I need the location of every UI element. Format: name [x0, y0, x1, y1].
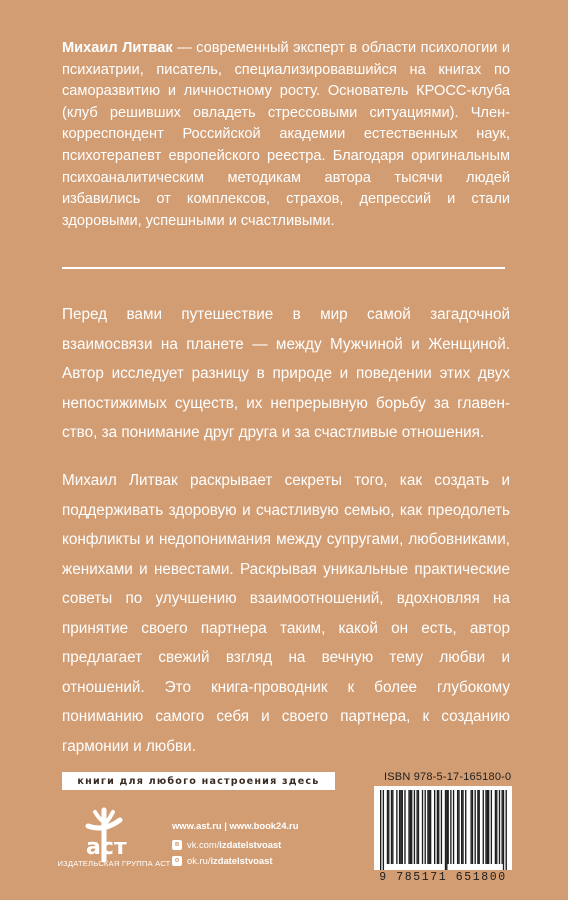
barcode-bar [499, 790, 500, 864]
barcode-bar [445, 790, 446, 870]
barcode-bar [380, 790, 381, 870]
ok-link[interactable] [172, 855, 272, 866]
barcode-bar [430, 790, 431, 864]
odnoklassniki-icon: о [172, 856, 182, 866]
ok-handle: izdatelstvoast [210, 855, 273, 866]
barcode-bar [470, 790, 471, 864]
barcode-bar [495, 790, 496, 864]
barcode-bar [441, 790, 442, 864]
barcode-bar [388, 790, 389, 864]
author-name: Михаил Литвак [62, 40, 173, 56]
isbn-label: ISBN 978-5-17-165180-0 [384, 771, 512, 783]
barcode-bar [434, 790, 435, 864]
barcode-bar [418, 790, 419, 864]
description-paragraph-1: Перед вами путешествие в мир самой загадочной взаимосвязи на планете — между Мужчиной и Женщиной. Автор исследует разницу в природе и поведении этих двух непостижимых существ, их непрерывную борьбу за главенство, за понимание друг друга и за счастливые отношения. [62, 306, 510, 441]
barcode-bar [488, 790, 489, 864]
barcode-bar [427, 790, 428, 864]
tagline-band: книги для любого настроения здесь [62, 772, 335, 790]
author-bio [62, 38, 510, 232]
ok-prefix: ok.ru/ [187, 855, 211, 866]
barcode-bar [400, 790, 401, 864]
section-divider [62, 267, 505, 269]
barcode-bar [458, 790, 459, 864]
barcode-bar [491, 790, 492, 864]
barcode-bar [391, 790, 392, 864]
barcode-bar [503, 790, 504, 870]
barcode-bar [414, 790, 415, 864]
barcode-bar [425, 790, 426, 864]
barcode-bar [402, 790, 403, 864]
barcode-bar [438, 790, 439, 864]
barcode-bar [387, 790, 388, 864]
barcode-bar [416, 790, 417, 864]
barcode-bar [487, 790, 488, 864]
barcode-bar [404, 790, 405, 864]
barcode-bar [479, 790, 480, 864]
barcode-bar [496, 790, 497, 864]
vk-handle: izdatelstvoast [219, 839, 282, 850]
barcode-icon [374, 786, 512, 870]
author-bio-text: — современный эксперт в области психологии и психиатрии, писатель, специализировавшийся на книгах по саморазвитию и личностному росту. Основатель КРОСС-клуба (клуб решивших овладеть стрессовыми ситуациями). Член-корреспондент Российской академии естественных наук, психотерапевт европейского реестра. Благодаря оригинальным психоаналитическим методикам автора тысячи людей избавились от комплексов, страхов, депрессий и стали здоровыми, успешными и счастливыми. [62, 40, 510, 229]
publisher-name: ИЗДАТЕЛЬСКАЯ ГРУППА АСТ [57, 859, 171, 868]
barcode-digits: 9 785171 651800 [379, 871, 507, 884]
vk-icon: в [172, 840, 182, 850]
isbn-barcode [374, 786, 512, 870]
barcode-bar [408, 790, 409, 864]
barcode-bar [437, 790, 438, 864]
barcode-bar [411, 790, 412, 864]
barcode-bar [448, 790, 449, 864]
vk-link[interactable] [172, 839, 281, 850]
barcode-bar [383, 790, 384, 870]
barcode-bar [422, 790, 423, 864]
barcode-bar [477, 790, 478, 864]
barcode-bar [453, 790, 454, 864]
barcode-bar [475, 790, 476, 864]
barcode-bar [506, 790, 507, 870]
barcode-bar [392, 790, 393, 864]
barcode-bar [485, 790, 486, 864]
barcode-bar [429, 790, 430, 864]
barcode-bar [461, 790, 462, 864]
barcode-bar [462, 790, 463, 864]
barcode-bar [450, 790, 451, 864]
barcode-bar [399, 790, 400, 864]
vk-prefix: vk.com/ [187, 839, 220, 850]
barcode-bar [483, 790, 484, 864]
website-links[interactable]: www.ast.ru | www.book24.ru [172, 820, 299, 831]
barcode-bar [446, 790, 447, 870]
ast-logo-icon [60, 806, 164, 866]
logo-text: аст [86, 835, 127, 860]
barcode-bar [410, 790, 411, 864]
barcode-bar [465, 790, 466, 864]
barcode-bar [472, 790, 473, 864]
barcode-bar [457, 790, 458, 864]
description-paragraph-2: Михаил Литвак раскрывает секреты того, как создать и поддерживать здоровую и счастливую семью, как преодолеть конфликты и недопонимания между супругами, любовниками, женихами и невестами. Раскрывая уникальные практические советы по улучшению взаимоотношений, вдохновляя на принятие своего партнера таким, какой он есть, автор предлагает свежий взгляд на вечную тему любви и отношений. Это книга-проводник к более глубокому пониманию самого себя и своего партнера, к созданию гармонии и любви. [62, 472, 510, 755]
publisher-logo [60, 806, 164, 890]
barcode-bar [396, 790, 397, 864]
barcode-bar [502, 790, 503, 864]
